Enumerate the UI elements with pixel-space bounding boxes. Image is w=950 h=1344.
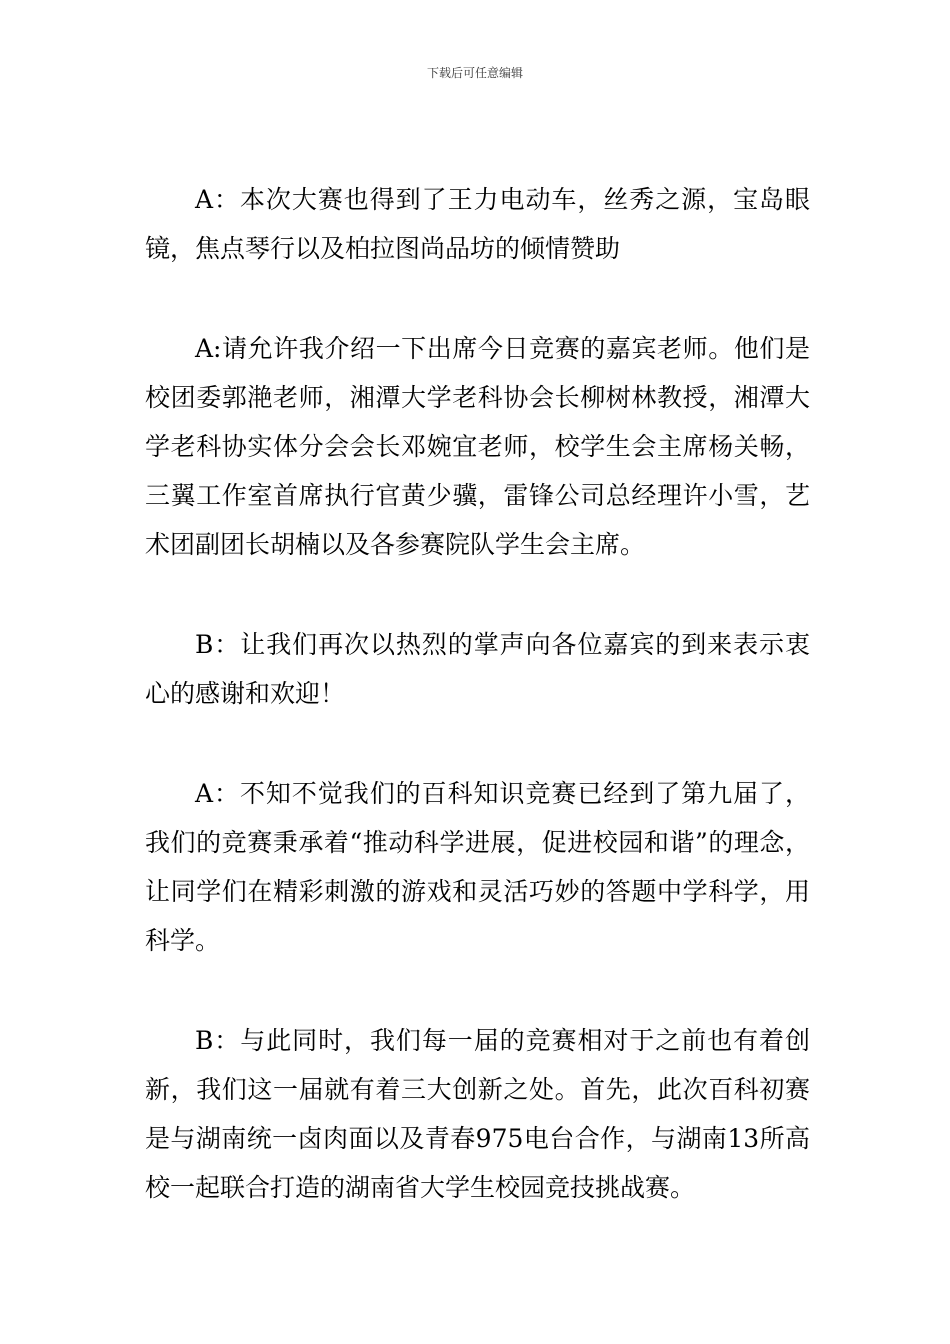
paragraph-innovations: B：与此同时，我们每一届的竞赛相对于之前也有着创新，我们这一届就有着三大创新之处。首先，此次百科初赛是与湖南统一卤肉面以及青春975电台合作，与湖南13所高校一起联合打造的湖南省大学生校园竞技挑战赛。 (145, 1026, 810, 1202)
paragraph-guests: A:请允许我介绍一下出席今日竞赛的嘉宾老师。他们是校团委郭滟老师，湘潭大学老科协会长柳树林教授，湘潭大学老科协实体分会会长邓婉宜老师，校学生会主席杨关畅，三翼工作室首席执行官黄少骥，雷锋公司总经理许小雪，艺术团副团长胡楠以及各参赛院队学生会主席。 (145, 334, 810, 559)
document-body (145, 175, 810, 1263)
header-note: 下载后可任意编辑 (426, 66, 523, 80)
paragraph-ninth-session: A：不知不觉我们的百科知识竞赛已经到了第九届了，我们的竞赛秉承着“推动科学进展，促进校园和谐”的理念，让同学们在精彩刺激的游戏和灵活巧妙的答题中学科学，用科学。 (145, 779, 810, 955)
paragraph-welcome: B：让我们再次以热烈的掌声向各位嘉宾的到来表示衷心的感谢和欢迎！ (145, 630, 810, 708)
paragraph-sponsors: A：本次大赛也得到了王力电动车，丝秀之源，宝岛眼镜，焦点琴行以及柏拉图尚品坊的倾情赞助 (145, 185, 810, 263)
